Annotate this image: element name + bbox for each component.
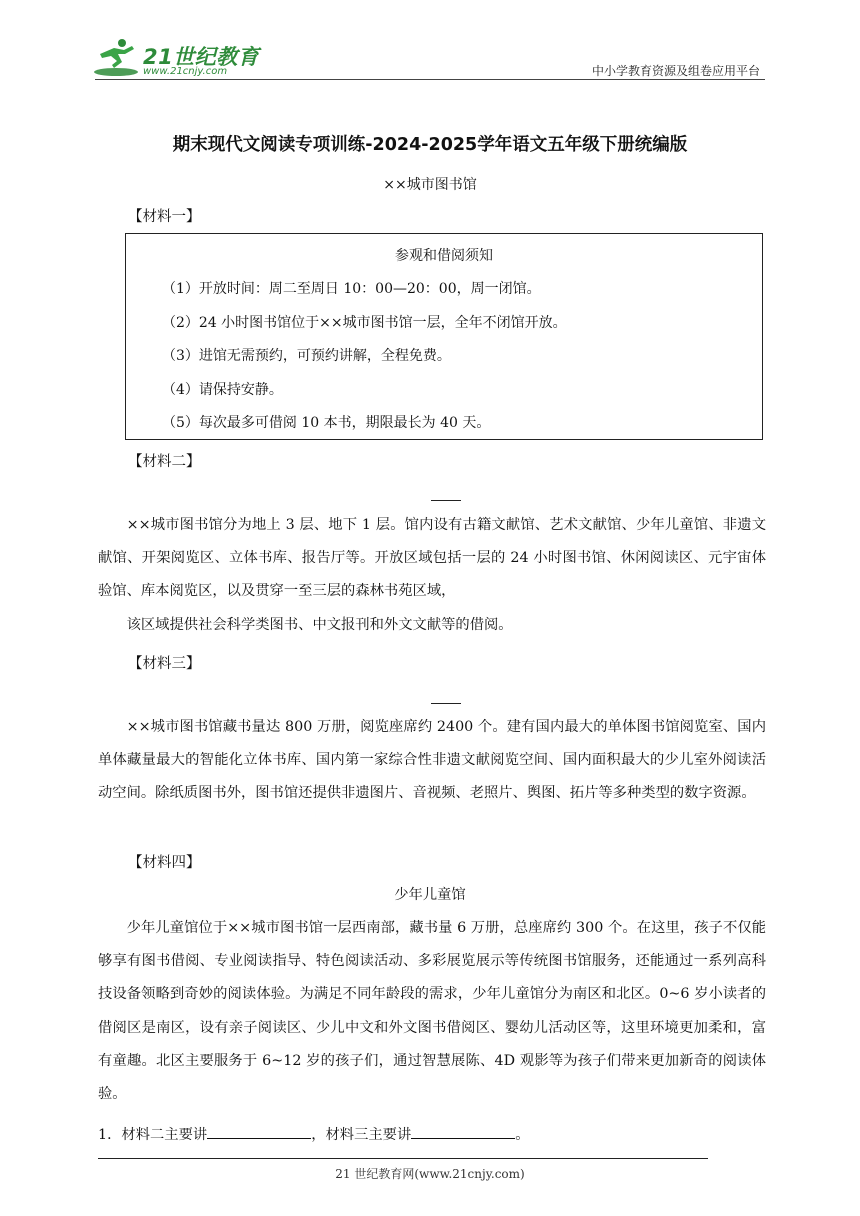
material4-paragraph: 少年儿童馆位于××城市图书馆一层西南部，藏书量 6 万册，总座席约 300 个。在这里，孩子不仅能够享有图书借阅、专业阅读指导、特色阅读活动、多彩展览展示等传统图书馆服务，还能通过一系列高科技设备领略到奇妙的阅读体验。为满足不同年龄段的需求，少年儿童馆分为南区和北区。0~6 岁小读者的借阅区是南区，设有亲子阅读区、少儿中文和外文图书借阅区、婴幼儿活动区等，这里环境更加柔和，富有童趣。北区主要服务于 6~12 岁的孩子们，通过智慧展陈、4D 观影等为孩子们带来更加新奇的阅读体验。 <box>98 920 766 1103</box>
question-1-prefix: 1．材料二主要讲 <box>98 1127 208 1143</box>
logo-url: www.21cnjy.com <box>143 66 228 77</box>
notice-line: （3）进馆无需预约，可预约讲解，全程免费。 <box>162 348 451 364</box>
notice-box-title: 参观和借阅须知 <box>395 248 493 264</box>
runner-logo-icon <box>94 39 138 76</box>
notice-line: （1）开放时间：周二至周日 10：00—20：00，周一闭馆。 <box>162 281 541 297</box>
header-divider <box>95 79 765 80</box>
header-platform-text: 中小学教育资源及组卷应用平台 <box>591 64 760 78</box>
answer-blank-2[interactable] <box>411 1124 515 1139</box>
page-title: 期末现代文阅读专项训练-2024-2025学年语文五年级下册统编版 <box>172 135 688 155</box>
material2-title-blank <box>431 500 461 501</box>
material3-paragraph: ××城市图书馆藏书量达 800 万册，阅览座席约 2400 个。建有国内最大的单体图书馆阅览室、国内单体藏量最大的智能化立体书库、国内第一家综合性非遗文献阅览空间、国内面积最大的少儿室外阅读活动空间。除纸质图书外，图书馆还提供非遗图片、音视频、老照片、舆图、拓片等多种类型的数字资源。 <box>98 719 766 802</box>
question-1-middle: ，材料三主要讲 <box>311 1127 412 1143</box>
material3-title-blank <box>431 703 461 704</box>
material1-label: 【材料一】 <box>128 209 201 225</box>
question-1 <box>98 1124 530 1144</box>
notice-line: （4）请保持安静。 <box>162 382 283 398</box>
footer-text: 21 世纪教育网(www.21cnjy.com) <box>335 1167 525 1181</box>
notice-line: （2）24 小时图书馆位于××城市图书馆一层，全年不闭馆开放。 <box>162 315 567 331</box>
document-subtitle: ××城市图书馆 <box>383 177 477 193</box>
material3-label: 【材料三】 <box>128 656 201 672</box>
question-1-suffix: 。 <box>515 1127 530 1143</box>
material2-label: 【材料二】 <box>128 454 201 470</box>
notice-line: （5）每次最多可借阅 10 本书，期限最长为 40 天。 <box>162 415 491 431</box>
material2-paragraph-continued: 该区域提供社会科学类图书、中文报刊和外文文献等的借阅。 <box>126 617 513 633</box>
answer-blank-1[interactable] <box>207 1124 311 1139</box>
logo-wordmark: 21世纪教育 <box>143 45 260 69</box>
material2-paragraph: ××城市图书馆分为地上 3 层、地下 1 层。馆内设有古籍文献馆、艺术文献馆、少年儿童馆、非遗文献馆、开架阅览区、立体书库、报告厅等。开放区域包括一层的 24 小时图书馆、休闲阅读区、元宇宙体验馆、库本阅览区，以及贯穿一至三层的森林书苑区域， <box>98 517 766 600</box>
material4-label: 【材料四】 <box>128 855 201 871</box>
material4-subtitle: 少年儿童馆 <box>394 887 466 903</box>
footer-divider <box>98 1158 708 1159</box>
